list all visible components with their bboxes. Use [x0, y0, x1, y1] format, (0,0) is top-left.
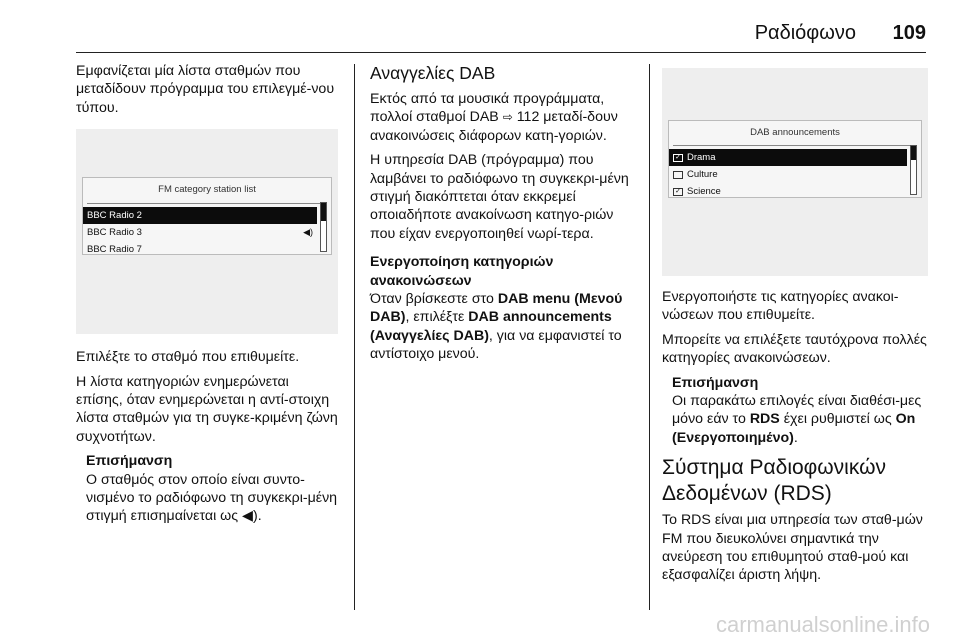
subheading: Ενεργοποίηση κατηγοριών ανακοινώσεων	[370, 254, 554, 289]
page-header	[0, 0, 960, 58]
checkbox-checked-icon: ✓	[673, 154, 683, 162]
paragraph: Το RDS είναι μια υπηρεσία των σταθ-μών FM που διευκολύνει σημαντικά την ανεύρεση του επιθυμητού σταθ-μού και εξασφαλίζει άριστη λήψη.	[662, 512, 923, 584]
scrollbar[interactable]	[320, 202, 327, 252]
scrollbar-thumb[interactable]	[911, 146, 916, 160]
screen-title: FM category station list	[158, 184, 256, 196]
list-item-label: BBC Radio 3	[87, 226, 142, 238]
column-1	[76, 62, 338, 532]
list-item-label: Culture	[687, 169, 718, 181]
page-reference[interactable]: 112	[516, 109, 540, 126]
punctuation: .	[793, 429, 798, 446]
list-item[interactable]: BBC Radio 7	[87, 243, 142, 255]
text: μεταδί-δουν ανακοινώσεις διάφορων κατη-γοριών.	[370, 109, 618, 144]
text: έχει ρυθμιστεί ως	[783, 411, 892, 428]
text: Οι παρακάτω επιλογές είναι διαθέσι-μες μόνο εάν το	[672, 393, 922, 428]
screen-separator	[87, 203, 327, 204]
note	[86, 452, 338, 526]
reference-arrow-icon: ⇨	[502, 110, 513, 125]
checkbox-checked-icon: ✓	[673, 188, 683, 196]
paragraph: Η υπηρεσία DAB (πρόγραμμα) που λαμβάνει το ραδιόφωνο τη συγκεκρι-μένη στιγμή διακόπτεται όταν εκκρεμεί οποιαδήποτε ανακοίνωση κατηγο-ριών που είχαν ενεργοποιηθεί νωρί-τερα.	[370, 152, 629, 242]
watermark: carmanualsonline.info	[715, 612, 930, 637]
list-item[interactable]: BBC Radio 2	[83, 207, 317, 224]
speaker-icon: ◀)	[242, 508, 258, 525]
scrollbar[interactable]	[910, 145, 917, 195]
list-item[interactable]	[669, 183, 907, 200]
screen-separator	[673, 145, 917, 146]
column-divider	[649, 64, 650, 610]
radio-screen	[82, 177, 332, 255]
paragraph	[370, 90, 642, 145]
text: , για να εμφανιστεί το αντίστοιχο μενού.	[370, 327, 622, 363]
list-item-label: Science	[687, 186, 721, 198]
note-title: Επισήμανση	[672, 374, 759, 391]
list-item[interactable]	[669, 166, 907, 183]
text: Εκτός από τα μουσικά προγράμματα, πολλοί σταθμοί DAB	[370, 91, 605, 126]
text: Όταν βρίσκεστε στο	[370, 291, 494, 308]
header-rule	[76, 52, 926, 53]
paragraph: Επιλέξτε το σταθμό που επιθυμείτε.	[76, 349, 300, 366]
menu-name: DAB announcements (Αναγγελίες DAB)	[370, 309, 612, 344]
screen-title: DAB announcements	[750, 127, 840, 138]
page-title: Ραδιόφωνο	[754, 22, 856, 44]
setting-name: RDS	[749, 411, 780, 428]
paragraph: Ενεργοποιήστε τις κατηγορίες ανακοι-νώσεων που επιθυμείτε.	[662, 289, 899, 324]
note	[672, 374, 928, 448]
radio-screen	[668, 120, 922, 198]
menu-name: DAB menu (Μενού DAB)	[370, 291, 623, 326]
note-title: Επισήμανση	[86, 453, 173, 470]
column-3	[662, 62, 928, 591]
note-text: Ο σταθμός στον οποίο είναι συντο-νισμένο το ραδιόφωνο τη συγκεκρι-μένη στιγμή επισημαίνεται ως	[86, 471, 338, 525]
text: , επιλέξτε	[405, 309, 465, 326]
checkbox-empty-icon	[673, 171, 683, 179]
list-item[interactable]	[83, 224, 317, 241]
setting-value: On (Ενεργοποιημένο)	[672, 411, 916, 446]
punctuation: .	[257, 508, 262, 525]
section-heading: Αναγγελίες DAB	[370, 63, 496, 83]
paragraph: Μπορείτε να επιλέξετε ταυτόχρονα πολλές κατηγορίες ανακοινώσεων.	[662, 331, 927, 367]
paragraph	[370, 290, 642, 364]
column-divider	[354, 64, 355, 610]
speaker-icon: ◀)	[303, 226, 313, 237]
paragraph: Εμφανίζεται μία λίστα σταθμών που μεταδίδουν πρόγραμμα του επιλεγμέ-νου τύπου.	[76, 63, 335, 116]
fm-station-list-illustration	[76, 129, 338, 334]
list-item-label: Drama	[687, 152, 716, 164]
dab-announcements-illustration	[662, 68, 928, 276]
page-number: 109	[892, 22, 926, 44]
paragraph: Η λίστα κατηγοριών ενημερώνεται επίσης, όταν ενημερώνεται η αντί-στοιχη λίστα σταθμών για τη συγκε-κριμένη ζώνη συχνοτήτων.	[76, 373, 338, 445]
scrollbar-thumb[interactable]	[321, 203, 326, 221]
section-heading: Σύστημα Ραδιοφωνικών Δεδομένων (RDS)	[662, 456, 886, 506]
list-item[interactable]	[669, 149, 907, 166]
column-2	[370, 62, 642, 370]
